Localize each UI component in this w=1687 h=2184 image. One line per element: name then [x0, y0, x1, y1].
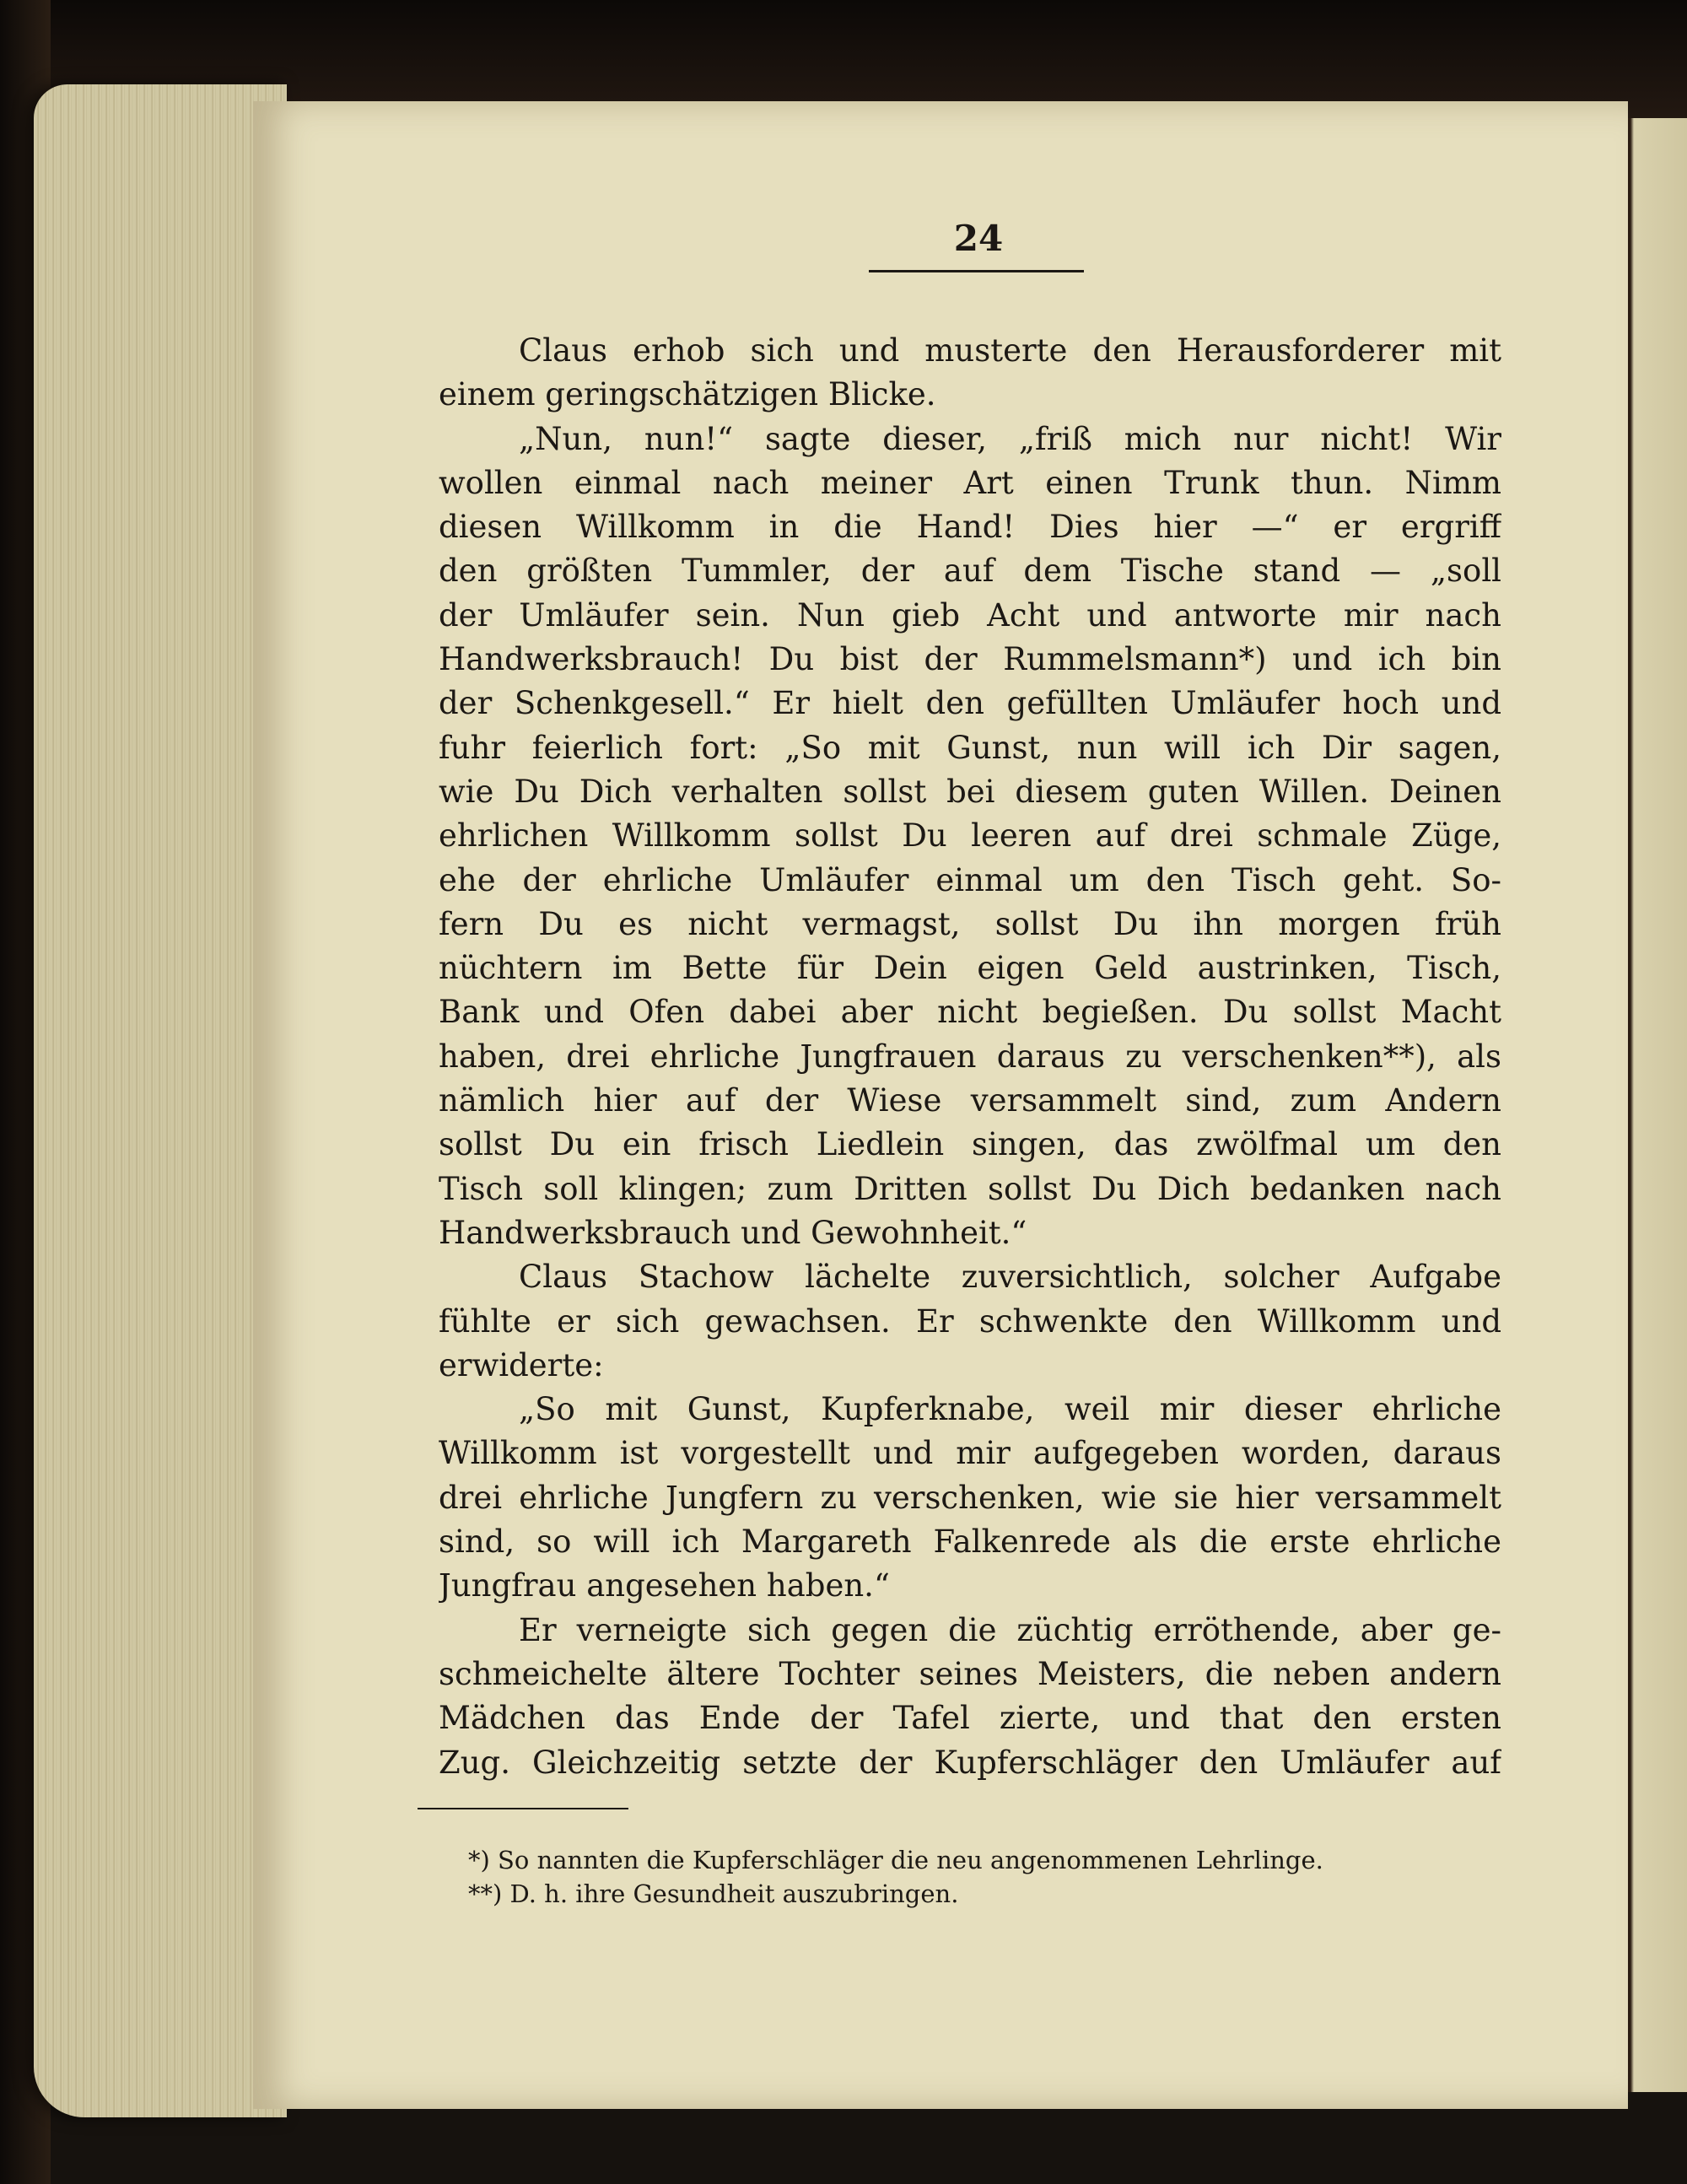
text-line: ehrlichen Willkomm sollst Du leeren auf drei schmale Züge, — [439, 817, 1501, 855]
text-line: drei ehrliche Jungfern zu verschenken, wie sie hier versammelt — [439, 1479, 1501, 1516]
text-line: einem geringschätzigen Blicke. — [439, 376, 936, 413]
text-line: sollst Du ein frisch Liedlein singen, das zwölfmal um den — [439, 1126, 1501, 1163]
footnotes — [468, 1843, 1480, 1911]
text-line: haben, drei ehrliche Jungfrauen daraus zu verschenken**), als — [439, 1038, 1501, 1075]
text-line: erwiderte: — [439, 1346, 604, 1383]
text-line: Jungfrau angesehen haben.“ — [439, 1567, 890, 1604]
paragraph — [439, 418, 1501, 1256]
text-line: Willkomm ist vorgestellt und mir aufgegeben worden, daraus — [439, 1435, 1501, 1472]
paragraph — [439, 1388, 1501, 1608]
paragraph — [439, 1255, 1501, 1388]
page-edges-stack — [34, 84, 287, 2117]
text-line: der Umläufer sein. Nun gieb Acht und antworte mir nach — [439, 596, 1501, 634]
text-line: Claus Stachow lächelte zuversichtlich, solcher Aufgabe — [519, 1259, 1501, 1296]
text-line: Tisch soll klingen; zum Dritten sollst Du Dich bedanken nach — [439, 1170, 1501, 1207]
text-line: nüchtern im Bette für Dein eigen Geld austrinken, Tisch, — [439, 950, 1501, 987]
text-line: sind, so will ich Margareth Falkenrede als die erste ehrliche — [439, 1523, 1501, 1561]
text-line: Er verneigte sich gegen die züchtig erröthende, aber ge- — [519, 1611, 1501, 1648]
text-line: schmeichelte ältere Tochter seines Meisters, die neben andern — [439, 1655, 1501, 1692]
text-line: Handwerksbrauch! Du bist der Rummelsmann*) und ich bin — [439, 641, 1501, 678]
paragraph — [439, 329, 1501, 418]
text-line: Bank und Ofen dabei aber nicht begießen. Du sollst Macht — [439, 994, 1501, 1031]
text-line: fern Du es nicht vermagst, sollst Du ihn morgen früh — [439, 905, 1501, 942]
text-line: „So mit Gunst, Kupferknabe, weil mir dieser ehrliche — [519, 1391, 1501, 1428]
text-line: der Schenkgesell.“ Er hielt den gefüllten Umläufer hoch und — [439, 685, 1501, 722]
text-line: ehe der ehrliche Umläufer einmal um den Tisch geht. So- — [439, 861, 1501, 898]
text-line: „Nun, nun!“ sagte dieser, „friß mich nur nicht! Wir — [519, 420, 1501, 457]
body-text — [439, 329, 1501, 1785]
text-line: Claus erhob sich und musterte den Herausforderer mit — [519, 332, 1501, 369]
text-line: Mädchen das Ende der Tafel zierte, und that den ersten — [439, 1700, 1501, 1737]
text-line: wie Du Dich verhalten sollst bei diesem guten Willen. Deinen — [439, 773, 1501, 810]
page-number: 24 — [953, 218, 1004, 259]
text-line: nämlich hier auf der Wiese versammelt sind, zum Andern — [439, 1082, 1501, 1119]
facing-page-edge — [1624, 118, 1687, 2092]
text-line: diesen Willkomm in die Hand! Dies hier —“ er ergriff — [439, 509, 1501, 546]
text-line: fühlte er sich gewachsen. Er schwenkte den Willkomm und — [439, 1302, 1501, 1340]
text-line: fuhr feierlich fort: „So mit Gunst, nun will ich Dir sagen, — [439, 729, 1501, 766]
text-line: Zug. Gleichzeitig setzte der Kupferschläger den Umläufer auf — [439, 1744, 1501, 1781]
footnote: *) So nannten die Kupferschläger die neu angenommenen Lehrlinge. — [468, 1846, 1323, 1874]
text-line: Handwerksbrauch und Gewohnheit.“ — [439, 1214, 1027, 1251]
text-line: wollen einmal nach meiner Art einen Trunk thun. Nimm — [439, 464, 1501, 501]
footnote: **) D. h. ihre Gesundheit auszubringen. — [468, 1879, 959, 1908]
paragraph — [439, 1609, 1501, 1785]
header-rule — [869, 270, 1084, 272]
footnote-rule — [418, 1808, 628, 1809]
text-line: den größten Tummler, der auf dem Tische stand — „soll — [439, 553, 1501, 590]
